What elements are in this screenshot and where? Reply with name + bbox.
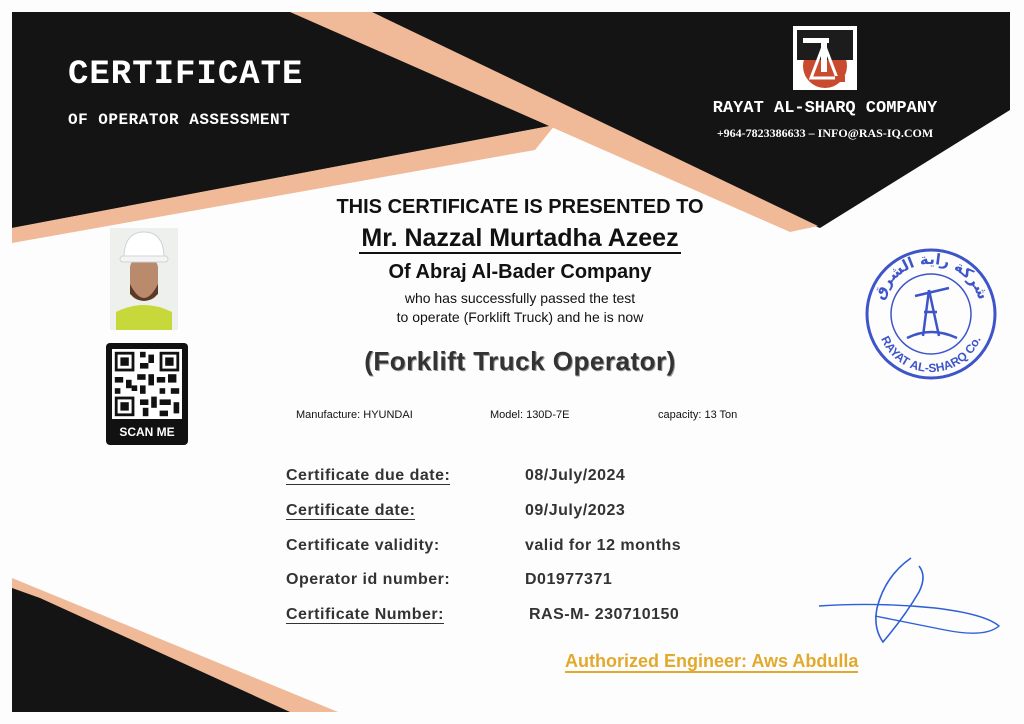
certificate-number-value: RAS-M- 230710150 [529,606,680,623]
equipment-manufacture: Manufacture: HYUNDAI [296,409,413,421]
company-stamp [863,246,999,382]
operator-id-label: Operator id number: [286,571,451,588]
description-line-2: to operate (Forklift Truck) and he is now [396,309,644,325]
equipment-capacity: capacity: 13 Ton [658,409,738,421]
company-name: RAYAT AL-SHARQ COMPANY [712,99,938,118]
company-contact: +964-7823386633 – INFO@RAS-IQ.COM [716,126,934,140]
equipment-model: Model: 130D-7E [490,409,570,421]
certificate-number-label: Certificate Number: [286,606,444,623]
certificate-date-label: Certificate date: [286,502,416,519]
qr-caption: SCAN ME [119,425,175,439]
company-logo-icon [793,26,857,90]
validity-label: Certificate validity: [286,537,440,554]
holder-name [200,224,840,253]
due-date-value: 08/July/2024 [525,467,626,484]
validity-value: valid for 12 months [525,537,682,554]
holder-name-text: Mr. Nazzal Murtadha Azeez [361,224,679,252]
svg-text:RAYAT AL-SHARQ Co.: RAYAT AL-SHARQ Co. [878,333,984,376]
qr-code-badge[interactable] [106,343,188,445]
presented-heading: THIS CERTIFICATE IS PRESENTED TO [336,196,704,218]
operator-id-value: D01977371 [525,571,613,588]
operator-role: (Forklift Truck Operator) [364,346,676,376]
certificate-subtitle: OF OPERATOR ASSESSMENT [68,111,291,129]
holder-organization: Of Abraj Al-Bader Company [388,261,652,283]
engineer-signature [815,556,1005,651]
due-date-label: Certificate due date: [286,467,451,484]
operator-photo [110,228,178,330]
description-line-1: who has successfully passed the test [404,290,636,306]
bottom-dark-triangle [12,588,290,712]
certificate-title: CERTIFICATE [68,56,304,94]
svg-text:شركة راية الشرق: شركة راية الشرق [869,249,993,303]
qr-code-icon [112,349,182,419]
certificate-date-value: 09/July/2023 [525,502,626,519]
authorized-engineer: Authorized Engineer: Aws Abdulla [565,651,859,671]
